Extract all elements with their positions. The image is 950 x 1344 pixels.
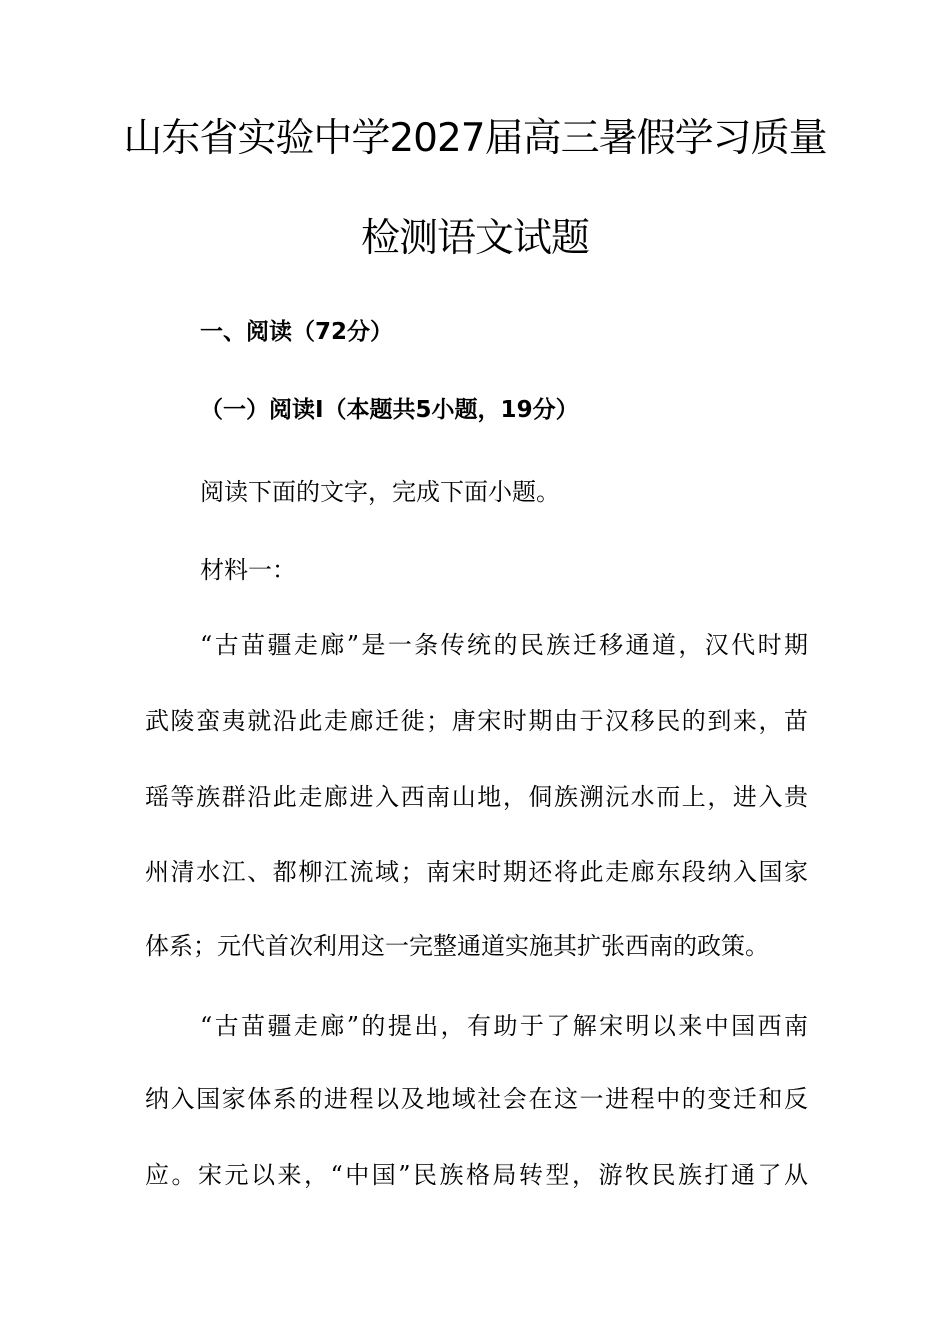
document-title-line-1: 山东省实验中学2027届高三暑假学习质量 (123, 116, 827, 161)
paragraph-2-line-2: 纳入国家体系的进程以及地域社会在这一进程中的变迁和反 (145, 1085, 808, 1113)
paragraph-2-line-1: “古苗疆走廊”的提出，有助于了解宋明以来中国西南 (200, 1012, 808, 1040)
paragraph-1-line-5: 体系；元代首次利用这一完整通道实施其扩张西南的政策。 (145, 932, 769, 960)
subsection-heading: （一）阅读Ⅰ（本题共5小题，19分） (200, 397, 579, 423)
instruction-text: 阅读下面的文字，完成下面小题。 (200, 478, 560, 506)
document-title-line-2: 检测语文试题 (360, 216, 589, 261)
material-label: 材料一： (200, 556, 296, 584)
paragraph-1-line-1: “古苗疆走廊”是一条传统的民族迁移通道，汉代时期 (200, 631, 808, 659)
section-heading: 一、阅读（72分） (200, 319, 394, 345)
paragraph-1-line-2: 武陵蛮夷就沿此走廊迁徙；唐宋时期由于汉移民的到来，苗 (145, 707, 808, 735)
paragraph-1-line-3: 瑶等族群沿此走廊进入西南山地，侗族溯沅水而上，进入贵 (145, 783, 808, 811)
paragraph-1-line-4: 州清水江、都柳江流域；南宋时期还将此走廊东段纳入国家 (145, 858, 808, 886)
paragraph-2-line-3: 应。宋元以来，“中国”民族格局转型，游牧民族打通了从 (145, 1161, 808, 1189)
